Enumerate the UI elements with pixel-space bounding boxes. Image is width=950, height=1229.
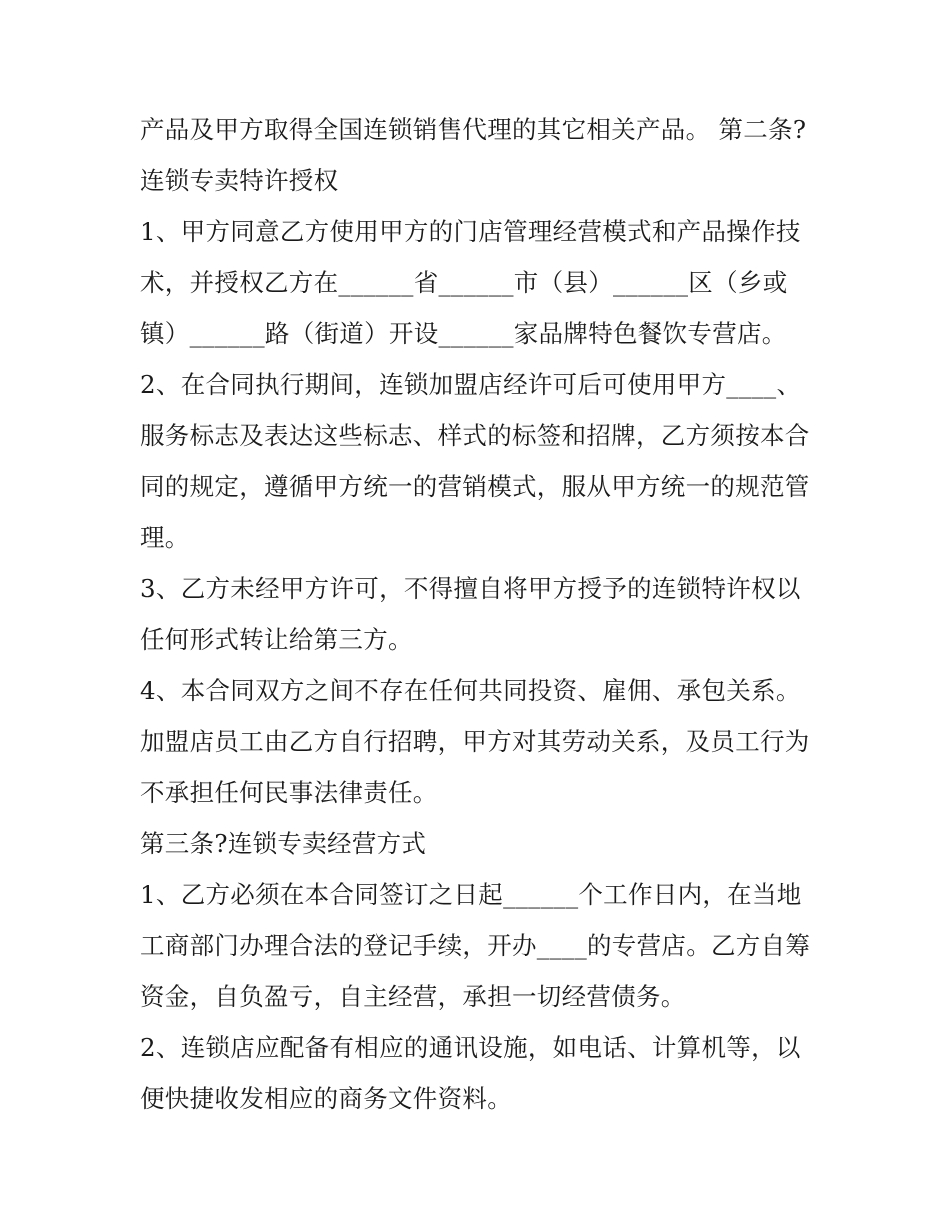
text-line: 工商部门办理合法的登记手续，开办____的专营店。乙方自筹 bbox=[140, 931, 811, 960]
text-line: 产品及甲方取得全国连锁销售代理的其它相关产品。 第二条? bbox=[140, 115, 807, 144]
text-line: 2、连锁店应配备有相应的通讯设施，如电话、计算机等，以 bbox=[140, 1033, 801, 1062]
text-line: 同的规定，遵循甲方统一的营销模式，服从甲方统一的规范管 bbox=[140, 472, 810, 501]
section-heading: 第三条?连锁专卖经营方式 bbox=[140, 829, 427, 858]
text-line: 服务标志及表达这些标志、样式的标签和招牌，乙方须按本合 bbox=[140, 421, 810, 450]
text-line: 3、乙方未经甲方许可，不得擅自将甲方授予的连锁特许权以 bbox=[140, 574, 801, 603]
text-line: 不承担任何民事法律责任。 bbox=[140, 778, 438, 807]
section-heading: 连锁专卖特许授权 bbox=[140, 166, 339, 195]
text-line: 镇）______路（街道）开设______家品牌特色餐饮专营店。 bbox=[140, 319, 787, 348]
text-line: 任何形式转让给第三方。 bbox=[140, 625, 413, 654]
text-line: 资金，自负盈亏，自主经营，承担一切经营债务。 bbox=[140, 982, 686, 1011]
text-line: 理。 bbox=[140, 523, 190, 552]
text-line: 加盟店员工由乙方自行招聘，甲方对其劳动关系，及员工行为 bbox=[140, 727, 810, 756]
text-line: 1、甲方同意乙方使用甲方的门店管理经营模式和产品操作技 bbox=[140, 217, 801, 246]
text-line: 便快捷收发相应的商务文件资料。 bbox=[140, 1084, 512, 1113]
text-line: 术，并授权乙方在______省______市（县）______区（乡或 bbox=[140, 268, 788, 297]
text-line: 4、本合同双方之间不存在任何共同投资、雇佣、承包关系。 bbox=[140, 676, 801, 705]
text-line: 1、乙方必须在本合同签订之日起______个工作日内，在当地 bbox=[140, 880, 802, 909]
document-body bbox=[140, 104, 820, 1124]
text-line: 2、在合同执行期间，连锁加盟店经许可后可使用甲方____、 bbox=[140, 370, 802, 399]
